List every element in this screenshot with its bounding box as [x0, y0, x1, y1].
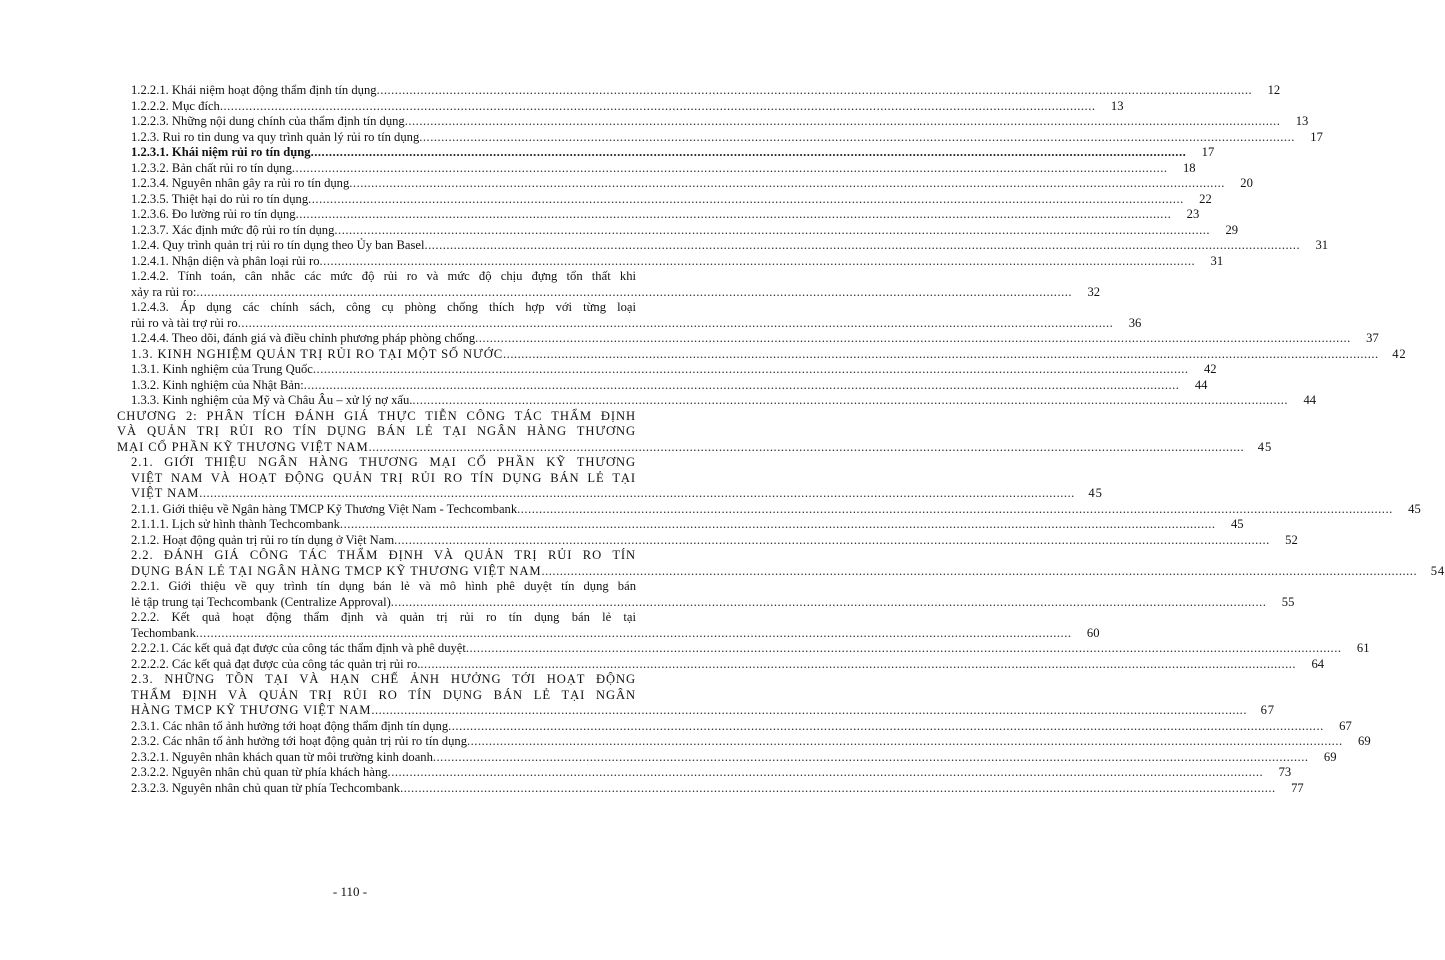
toc-leader — [420, 657, 1296, 673]
toc-entry-page: 20 — [1240, 176, 1253, 190]
toc-entry-title: 1.3.3. Kinh nghiệm của Mỹ và Châu Âu – xử lý nợ xấu. — [131, 393, 413, 407]
toc-entry-title: 1.2.4. Quy trình quản trị rủi ro tín dụng theo Ủy ban Basel — [131, 238, 425, 252]
toc-leader — [334, 223, 1210, 239]
toc-entry-page: 60 — [1086, 625, 1100, 640]
toc-entry-page: 45 — [1408, 501, 1421, 516]
toc-entry-title: 1.3.1. Kinh nghiệm của Trung Quốc — [131, 362, 313, 376]
toc-leader — [220, 99, 1096, 115]
toc-entry-title: 2.3.2.3. Nguyên nhân chủ quan từ phía Techcombank — [131, 780, 401, 795]
toc-leader — [369, 440, 1245, 456]
toc-leader — [313, 362, 1189, 378]
toc-entry-title: 1.2.3.5. Thiệt hại do rủi ro tín dụng — [131, 191, 309, 206]
toc-entry-page: 45 — [1088, 486, 1103, 500]
toc-entry-page: 67 — [1339, 718, 1352, 733]
toc-entry-page: 69 — [1358, 734, 1371, 748]
toc-leader — [349, 176, 1225, 192]
toc-entry[interactable] — [131, 501, 1421, 518]
toc-entry-title: 2.3.2. Các nhân tố ảnh hưởng tới hoạt động quản trị rủi ro tín dụng — [131, 734, 467, 748]
toc-leader — [292, 161, 1168, 177]
toc-leader — [394, 533, 1270, 549]
toc-entry-title: 2.2.2.1. Các kết quả đạt được của công tác thẩm định và phê duyệt — [131, 641, 466, 655]
toc-entry[interactable] — [131, 656, 1325, 673]
toc-entry-title: 1.2.3.7. Xác định mức độ rủi ro tín dụng — [131, 222, 335, 237]
toc-entry-title-line: Techombank — [131, 625, 196, 640]
toc-entry[interactable] — [131, 300, 1142, 331]
toc-entry[interactable] — [131, 145, 1215, 161]
toc-entry-page: 61 — [1356, 641, 1370, 655]
toc-entry-title-line: VIỆT NAM — [131, 486, 200, 500]
toc-entry[interactable] — [131, 765, 1292, 781]
toc-entry[interactable] — [131, 346, 1407, 363]
toc-entry[interactable] — [131, 191, 1212, 208]
toc-entry[interactable] — [131, 222, 1239, 239]
toc-entry-title: 1.2.3. Rui ro tin dung va quy trình quản lý rủi ro tín dụng — [131, 129, 420, 144]
toc-entry[interactable] — [131, 83, 1281, 99]
toc-leader — [371, 703, 1247, 719]
toc-entry-title-line: MẠI CỔ PHẦN KỸ THƯƠNG VIỆT NAM — [117, 439, 369, 454]
toc-leader — [196, 626, 1072, 642]
toc-entry-page: 45 — [1257, 439, 1273, 454]
toc-entry[interactable] — [131, 176, 1253, 192]
toc-leader — [412, 393, 1288, 409]
toc-entry-title: 2.1.1. Giới thiệu về Ngân hàng TMCP Kỹ Thương Việt Nam - Techcombank — [131, 501, 518, 516]
toc-entry[interactable] — [131, 532, 1298, 549]
toc-leader — [304, 378, 1180, 394]
toc-entry-page: 22 — [1199, 191, 1212, 206]
page-number: - 110 - — [332, 884, 368, 899]
toc-entry-title: 1.2.3.6. Đo lường rủi ro tín dụng — [131, 207, 296, 221]
toc-entry-title-line: lẻ tập trung tại Techcombank (Centralize Approval) — [131, 594, 391, 609]
toc-entry-page: 73 — [1278, 765, 1292, 779]
toc-entry-title-line: 2.3. NHỮNG TỒN TẠI VÀ HẠN CHẾ ẢNH HƯỞNG TỚI HOẠT ĐỘNG — [131, 672, 636, 686]
toc-entry-page: 52 — [1285, 532, 1298, 547]
toc-leader — [503, 347, 1379, 363]
toc-entry-title: 1.2.4.1. Nhận diện và phân loại rủi ro — [131, 253, 320, 268]
toc-entry-page: 31 — [1315, 238, 1329, 252]
toc-entry[interactable] — [131, 517, 1244, 533]
toc-entry[interactable] — [131, 362, 1217, 378]
toc-entry-title: 1.2.2.3. Những nội dung chính của thẩm định tín dụng — [131, 114, 405, 128]
toc-entry[interactable] — [131, 718, 1352, 735]
toc-entry-page: 44 — [1194, 377, 1208, 392]
toc-entry-page: 55 — [1281, 594, 1295, 609]
toc-entry-title: 2.1.1.1. Lịch sử hình thành Techcombank — [131, 517, 340, 531]
toc-entry-title: 1.2.2.1. Khái niệm hoạt động thẩm định tín dụng — [131, 83, 377, 97]
toc-leader — [517, 502, 1393, 518]
toc-entry[interactable] — [131, 579, 1295, 610]
toc-entry-title: 1.2.4.4. Theo dõi, đánh giá và điều chỉnh phương pháp phòng chống — [131, 331, 476, 345]
toc-entry-page: 42 — [1203, 362, 1217, 376]
toc-entry-page: 42 — [1392, 346, 1407, 361]
toc-entry-page: 69 — [1323, 749, 1337, 764]
toc-entry[interactable] — [131, 641, 1370, 657]
toc-entry-title-line: 2.1. GIỚI THIỆU NGÂN HÀNG THƯƠNG MẠI CỔ PHẦN KỸ THƯƠNG — [131, 455, 636, 469]
toc-leader — [405, 114, 1281, 130]
toc-leader — [475, 331, 1351, 347]
toc-entry-title-line: 2.2. ĐÁNH GIÁ CÔNG TÁC THẨM ĐỊNH VÀ QUẢN TRỊ RỦI RO TÍN — [131, 548, 636, 562]
toc-entry[interactable] — [131, 114, 1309, 130]
toc-entry[interactable] — [131, 98, 1124, 115]
toc-leader — [196, 285, 1072, 301]
toc-entry[interactable] — [131, 238, 1329, 254]
toc-entry-page: 45 — [1230, 517, 1244, 531]
toc-entry-title-line: VIỆT NAM VÀ HOẠT ĐỘNG QUẢN TRỊ RỦI RO TÍN DỤNG BÁN LẺ TẠI — [131, 470, 636, 485]
toc-entry-title-line: CHƯƠNG 2: PHÂN TÍCH ĐÁNH GIÁ THỰC TIỄN CÔNG TÁC THẨM ĐỊNH — [117, 408, 636, 423]
toc-leader — [467, 734, 1343, 750]
toc-entry-title: 2.1.2. Hoạt động quản trị rủi ro tín dụng ở Việt Nam — [131, 532, 395, 547]
toc-entry-page: 36 — [1128, 315, 1142, 330]
toc-entry-page: 77 — [1291, 780, 1304, 795]
toc-entry-page: 64 — [1311, 656, 1325, 671]
toc-leader — [400, 781, 1276, 797]
toc-leader — [199, 486, 1075, 502]
toc-entry-title-line: 1.2.4.3. Áp dụng các chính sách, công cụ phòng chống thích hợp với từng loại — [131, 300, 636, 314]
toc-leader — [238, 316, 1114, 332]
toc-entry-page: 12 — [1267, 83, 1281, 97]
toc-entry-page: 31 — [1210, 253, 1224, 268]
toc-entry-page: 13 — [1295, 114, 1309, 128]
toc-entry-title-line: THẨM ĐỊNH VÀ QUẢN TRỊ RỦI RO TÍN DỤNG BÁN LẺ TẠI NGÂN — [131, 687, 636, 702]
toc-entry-page: 32 — [1087, 284, 1101, 299]
toc-entry[interactable] — [131, 207, 1200, 223]
toc-entry-title: 1.2.3.2. Bản chất rủi ro tín dụng — [131, 160, 292, 175]
toc-leader — [311, 145, 1187, 161]
toc-entry-title-line: VÀ QUẢN TRỊ RỦI RO TÍN DỤNG BÁN LẺ TẠI NGÂN HÀNG THƯƠNG — [117, 424, 636, 438]
toc-leader — [296, 207, 1172, 223]
toc-entry-page: 37 — [1366, 331, 1379, 345]
toc-leader — [391, 595, 1267, 611]
toc-entry-title-line: xảy ra rủi ro: — [131, 284, 197, 299]
toc-entry[interactable] — [131, 253, 1224, 270]
toc-entry-page: 17 — [1201, 145, 1215, 159]
toc-entry-page: 67 — [1260, 703, 1275, 717]
toc-entry[interactable] — [131, 734, 1371, 750]
toc-leader — [466, 641, 1342, 657]
toc-entry-title-line: 1.2.4.2. Tính toán, cân nhắc các mức độ rủi ro và mức độ chịu đựng tổn thất khi — [131, 269, 636, 283]
toc-entry-page: 17 — [1310, 129, 1323, 144]
toc-entry[interactable] — [131, 780, 1304, 797]
toc-entry-title: 1.3.2. Kinh nghiệm của Nhật Bản: — [131, 377, 304, 392]
toc-entry-page: 18 — [1182, 160, 1196, 175]
toc-entry[interactable] — [131, 548, 1445, 579]
toc-entry-page: 44 — [1303, 393, 1317, 407]
toc-entry[interactable] — [131, 455, 1103, 502]
toc-entry-title: 2.3.1. Các nhân tố ảnh hưởng tới hoạt động thẩm định tín dụng — [131, 718, 449, 733]
toc-leader — [320, 254, 1196, 270]
toc-leader — [377, 83, 1253, 99]
toc-entry-page: 29 — [1225, 222, 1239, 237]
toc-entry-title-line: 2.2.1. Giới thiệu về quy trình tín dụng bán lẻ và mô hình phê duyệt tín dụng bán — [131, 579, 636, 593]
toc-entry-page: 23 — [1186, 207, 1200, 221]
toc-entry-title: 2.2.2.2. Các kết quả đạt được của công tác quản trị rủi ro. — [131, 656, 421, 671]
toc-leader — [419, 130, 1295, 146]
toc-leader — [388, 765, 1264, 781]
toc-entry[interactable] — [131, 610, 1100, 641]
toc-entry[interactable] — [131, 331, 1379, 347]
toc-entry-title-line: 2.2.2. Kết quả hoạt động thẩm định và quản trị rủi ro tín dụng bán lẻ tại — [131, 610, 636, 624]
toc-leader — [433, 750, 1309, 766]
toc-entry[interactable] — [131, 377, 1208, 394]
toc-entry-title-line: rủi ro và tài trợ rủi ro — [131, 315, 238, 330]
toc-entry-page: 13 — [1110, 98, 1124, 113]
toc-leader — [448, 719, 1324, 735]
toc-entry-title: 1.2.2.2. Mục đích — [131, 98, 220, 113]
toc-chapter-entry[interactable] — [117, 408, 1273, 456]
toc-entry-title: 1.2.3.1. Khái niệm rủi ro tín dụng — [131, 145, 311, 159]
toc-leader — [424, 238, 1300, 254]
table-of-contents — [117, 83, 1445, 796]
toc-leader — [541, 564, 1417, 580]
toc-leader — [340, 517, 1216, 533]
toc-entry-page: 54 — [1430, 563, 1445, 578]
toc-entry-title: 2.3.2.2. Nguyên nhân chủ quan từ phía khách hàng — [131, 765, 388, 779]
toc-entry[interactable] — [131, 749, 1337, 766]
toc-entry[interactable] — [131, 129, 1323, 146]
toc-entry[interactable] — [131, 160, 1196, 177]
toc-leader — [308, 192, 1184, 208]
toc-entry-title-line: DỤNG BÁN LẺ TẠI NGÂN HÀNG TMCP KỸ THƯƠNG VIỆT NAM — [131, 563, 542, 578]
toc-entry-title: 1.3. KINH NGHIỆM QUẢN TRỊ RỦI RO TẠI MỘT SỐ NƯỚC — [131, 346, 504, 361]
toc-entry[interactable] — [131, 672, 1275, 719]
toc-entry[interactable] — [131, 393, 1317, 409]
toc-entry-title: 1.2.3.4. Nguyên nhân gây ra rủi ro tín dụng — [131, 176, 350, 190]
toc-entry[interactable] — [131, 269, 1101, 300]
toc-entry-title: 2.3.2.1. Nguyên nhân khách quan từ môi trường kinh doanh — [131, 749, 433, 764]
toc-entry-title-line: HÀNG TMCP KỸ THƯƠNG VIỆT NAM — [131, 703, 372, 717]
